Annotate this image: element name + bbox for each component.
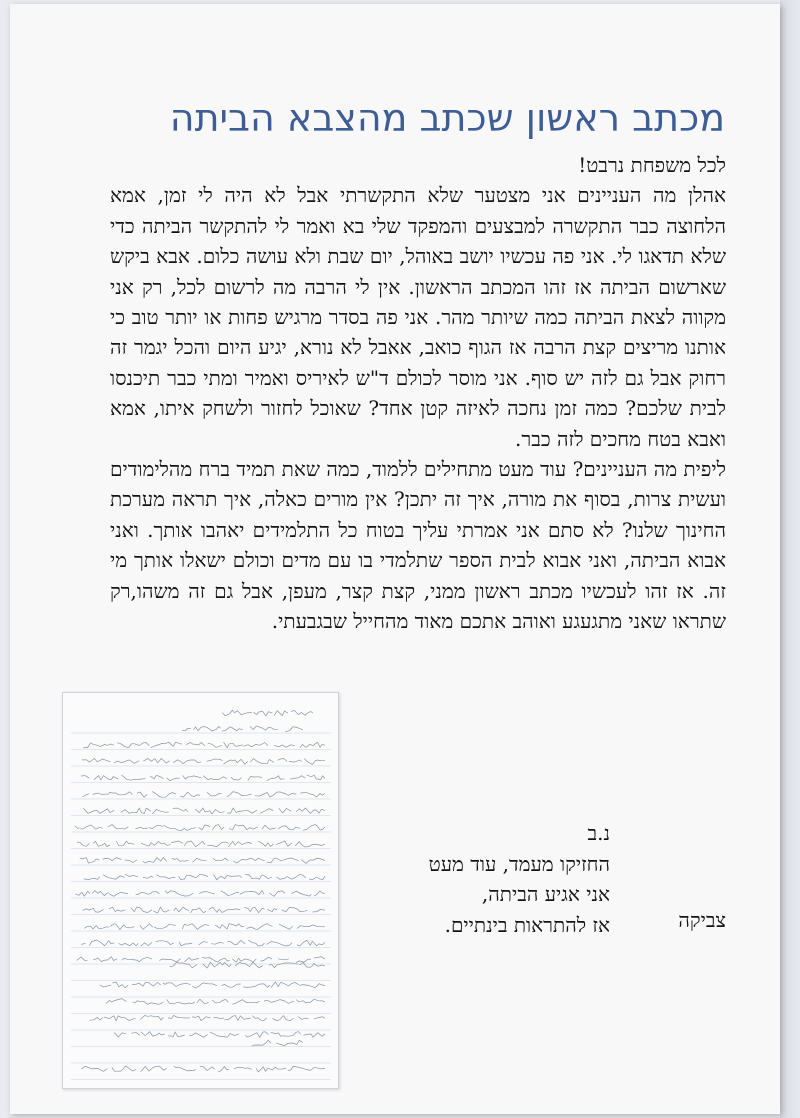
handwriting-row bbox=[106, 999, 325, 1005]
handwriting-row bbox=[77, 957, 326, 963]
handwriting-row bbox=[114, 1032, 325, 1038]
ps-label: נ.ב bbox=[587, 821, 610, 845]
handwriting-row bbox=[84, 924, 325, 930]
ps-line-3: אז להתראות בינתיים. bbox=[444, 912, 610, 937]
handwriting-row bbox=[83, 742, 325, 748]
ps-line-2: אני אגיע הביתה, bbox=[481, 882, 610, 906]
handwriting-row bbox=[81, 775, 325, 781]
paragraph-2: ליפית מה העניינים? עוד מעט מתחילים ללמוד, כמה שאת תמיד ברח מהלימודים ועשית צרות, בסוף את מורה, איך זה יתכן? אין מורים כאלה, איך תראה מערכת החינוך שלנו? לא סתם אני אמרתי עליך בטוח כל התלמידים יאהבו אותך. ואני אבוא הביתה, ואני אבוא לבית הספר שתלמדי בו עם מדים וכולם ישאלו אותך מי זה. אז זהו לעכשיו מכתב ראשון ממני, קצת קצר, מעפן, אבל גם זה משהו,רק שתראו שאני מתגעגע ואוהב אתכם מאוד מהחייל שבגבעתי. bbox=[110, 457, 726, 634]
signature: צביקה bbox=[678, 908, 726, 932]
handwriting-row bbox=[81, 1066, 325, 1072]
ps-line-1: החזיקו מעמד, עוד מעט bbox=[428, 851, 610, 876]
page-edge-shadow bbox=[780, 0, 800, 1118]
handwriting-row bbox=[83, 792, 326, 798]
greeting: לכל משפחת נרבט! bbox=[578, 153, 726, 177]
handwriting-row bbox=[81, 940, 325, 946]
handwriting-row bbox=[84, 874, 325, 880]
handwriting-row bbox=[100, 982, 325, 988]
handwriting-row bbox=[84, 808, 326, 814]
handwriting-row bbox=[80, 858, 325, 864]
handwriting-row bbox=[82, 759, 325, 765]
page-title: מכתב ראשון שכתב מהצבא הביתה bbox=[169, 96, 725, 140]
postscript bbox=[360, 818, 610, 940]
handwriting-lines bbox=[63, 693, 338, 1088]
paragraph-1: אהלן מה העניינים אני מצטער שלא התקשרתי אבל לא היה לי זמן, אמא הלחוצה כבר התקשרה למבצעים והמפקד שלי בא ואמר לי להתקשר הביתה כדי שלא תדאגו לי. אני פה עכשיו יושב באוהל, יום שבת ולא עושה כלום. אבא ביקש שארשום הביתה אז זהו המכתב הראשון. אין לי הרבה מה לרשום לכל, רק אני מקווה לצאת הביתה כמה שיותר מהר. אני פה בסדר מרגיש פחות או יותר טוב כי אותנו מריצים קצת הרבה אז הגוף כואב, אאבל לא נורא, יגיע היום והכל יגמר זה רחוק אבל גם לזה יש סוף. אני מוסר לכולם ד"ש לאיריס ואמיר ומתי כבר תיכנסו לבית שלכם? כמה זמן נחכה לאיזה קטן אחד? שאוכל לחזור ולשחק איתו, אמא ואבא בטח מחכים לזה כבר. bbox=[110, 183, 726, 451]
handwriting-row bbox=[75, 891, 325, 897]
handwriting-row bbox=[170, 962, 325, 968]
handwriting-row bbox=[89, 1015, 325, 1021]
handwriting-row bbox=[83, 907, 326, 913]
handwriting-row bbox=[75, 825, 325, 831]
handwriting-row bbox=[182, 726, 303, 732]
handwriting-row bbox=[77, 841, 325, 847]
handwriting-row bbox=[222, 710, 313, 716]
handwritten-letter-scan-image bbox=[62, 692, 339, 1089]
handwriting-row bbox=[252, 1040, 303, 1046]
